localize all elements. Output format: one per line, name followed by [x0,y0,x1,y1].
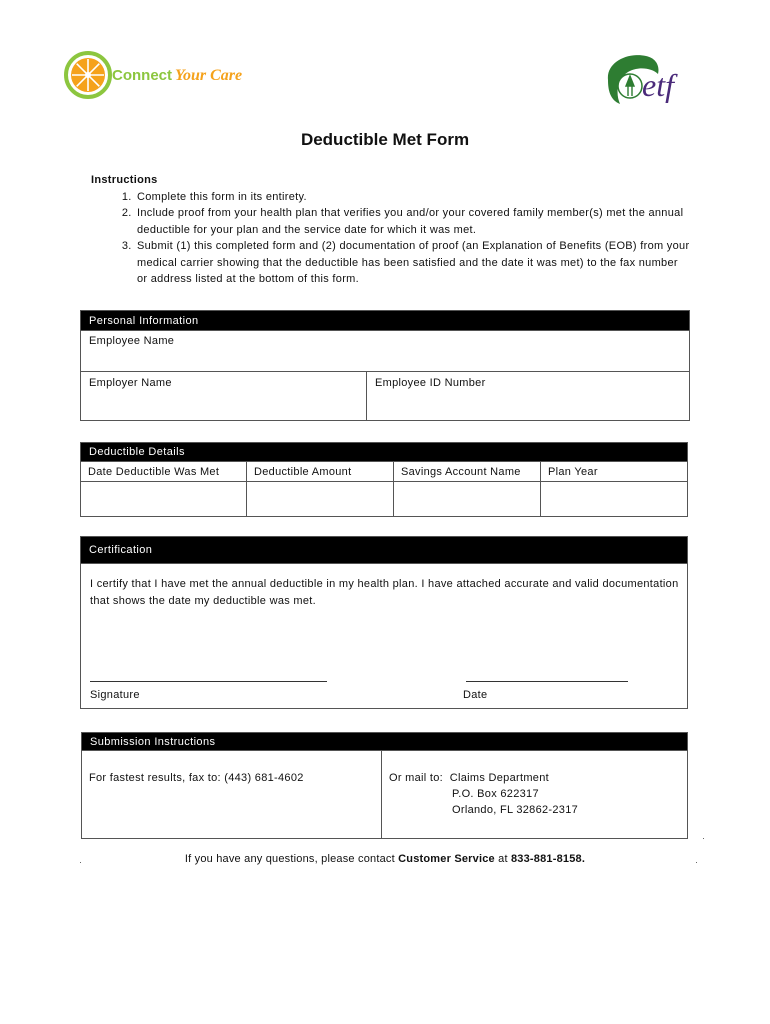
date-label: Date [463,689,488,701]
mail-line-3: Orlando, FL 32862-2317 [452,804,579,816]
divider [80,481,688,482]
instructions-heading: Instructions [91,174,158,186]
instructions [91,172,691,288]
deductible-header: Deductible Details [80,442,688,462]
employee-id-field[interactable]: Employee ID Number [375,377,486,389]
etf-logo [598,50,702,112]
logo-etf-text: etf [642,67,674,103]
form-title: Deductible Met Form [300,130,470,149]
date-deductible-met-column: Date Deductible Was Met [88,466,220,478]
customer-service-phone[interactable]: 833-881-8158 [510,853,582,865]
employee-name-field[interactable]: Employee Name [89,335,175,347]
divider [246,462,247,517]
submission-header: Submission Instructions [81,732,688,751]
deductible-amount-column: Deductible Amount [254,466,352,478]
instruction-item-3: 3. Submit (1) this completed form and (2) documentation of proof (an Explanation of Benefits (EOB) from your medical carrier showing that the deductible has been satisfied and the date it was met) to the fax number or address listed at the bottom of this form. [135,238,691,288]
footer-prefix: If you have any questions, please contact [184,853,399,865]
footer-middle: at [494,853,511,865]
divider [366,371,367,421]
footer-suffix: . [581,853,586,865]
mail-lead: Or mail to: [389,772,444,784]
plan-year-column: Plan Year [548,466,598,478]
divider [393,462,394,517]
mark [703,838,704,839]
mail-instruction [389,770,578,818]
fax-instruction: For fastest results, fax to: (443) 681-4602 [89,772,304,784]
logo-yourcare-text: Your Care [175,67,243,84]
employer-name-field[interactable]: Employer Name [89,377,172,389]
certification-text: I certify that I have met the annual deductible in my health plan. I have attached accurate and valid documentation that shows the date my deductible was met. [90,578,679,607]
signature-line[interactable] [90,681,327,682]
certification-header: Certification [80,536,688,564]
customer-service-label: Customer Service [398,853,495,865]
divider [381,751,382,839]
mail-line-2: P.O. Box 622317 [452,788,539,800]
instruction-item-2: 2. Include proof from your health plan that verifies you and/or your covered family member(s) met the annual deductible for your plan and the service date for which it was met. [135,205,691,238]
connect-your-care-logo [64,44,264,106]
divider [80,371,690,372]
signature-label: Signature [90,689,140,701]
date-line[interactable] [466,681,628,682]
footer-contact [0,853,770,865]
personal-info-header: Personal Information [80,310,690,331]
savings-account-name-column: Savings Account Name [401,466,521,478]
divider [540,462,541,517]
logo-connect-text: Connect [112,67,172,84]
mail-line-1: Claims Department [449,772,549,784]
instruction-item-1: 1. Complete this form in its entirety. [135,189,691,206]
